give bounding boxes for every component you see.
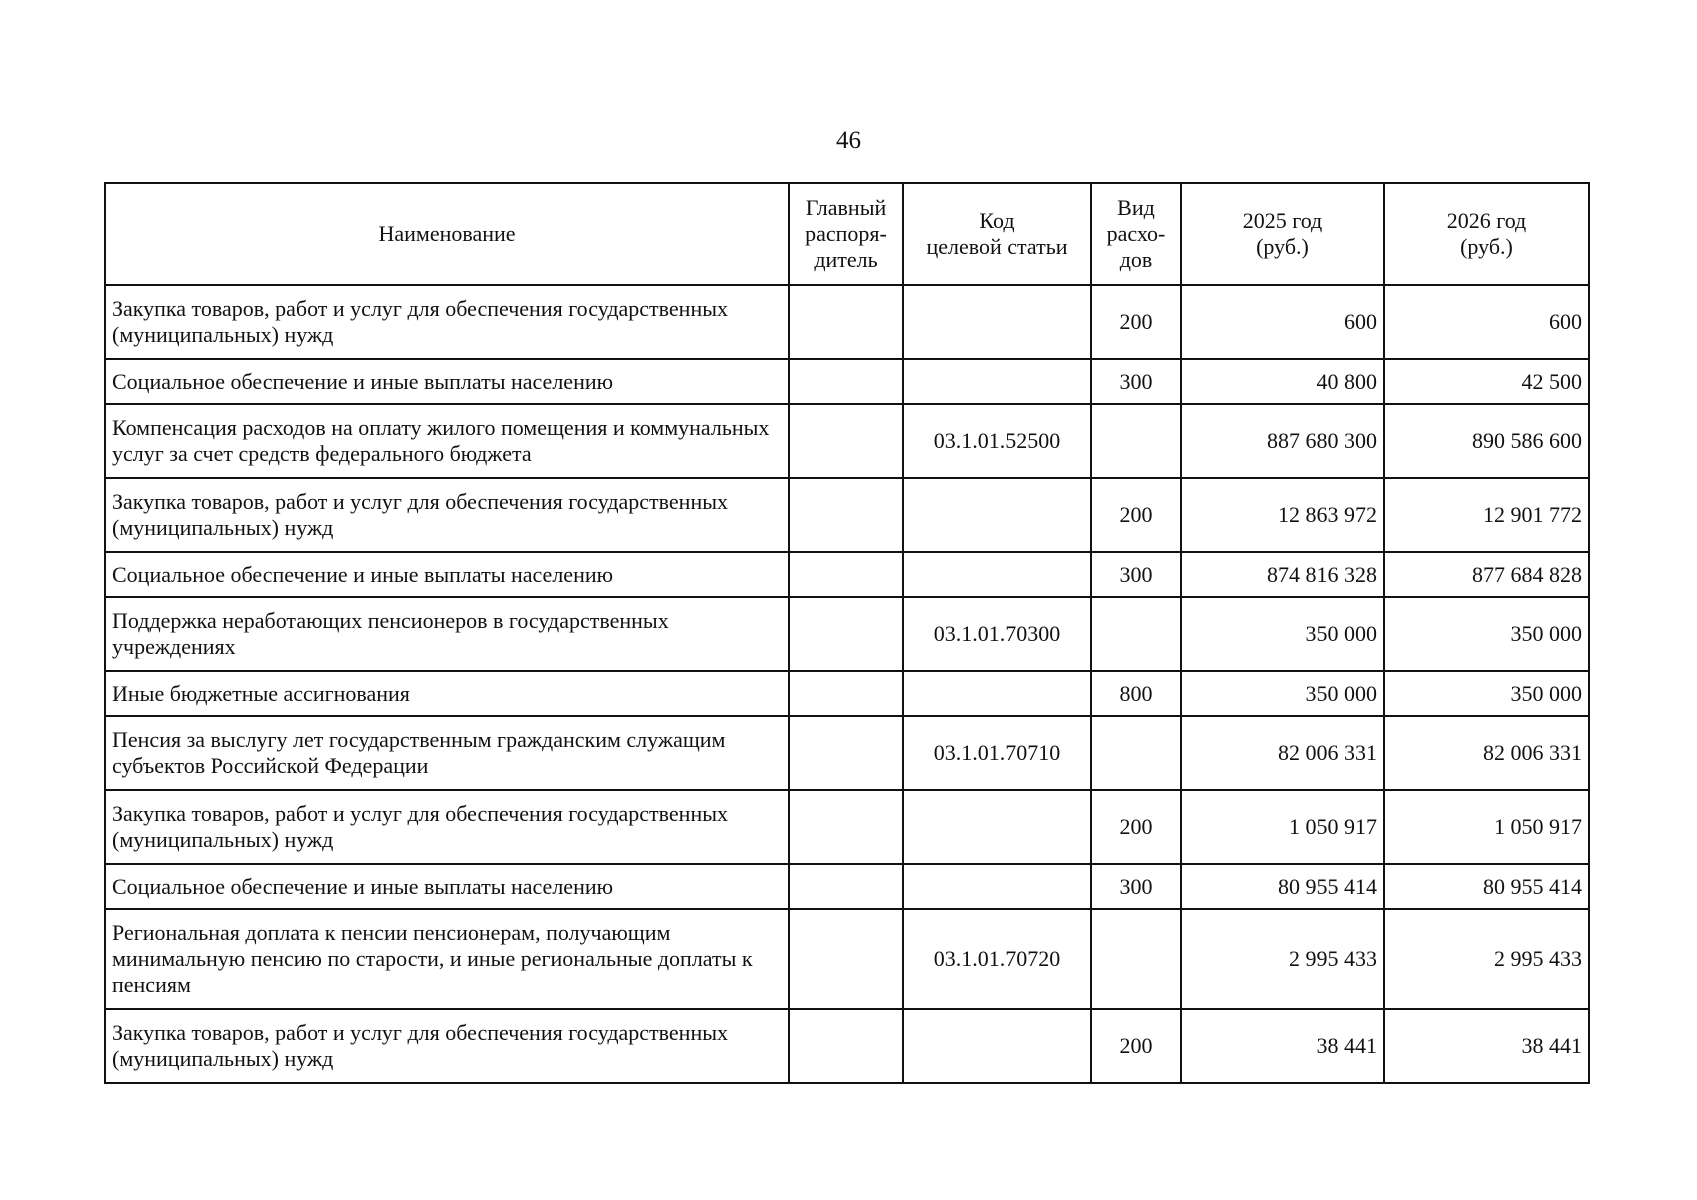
cell-gr (789, 597, 903, 671)
cell-name: Социальное обеспечение и иные выплаты населению (105, 552, 789, 597)
table-row (105, 552, 1589, 597)
cell-gr (789, 359, 903, 404)
header-gr (789, 183, 903, 285)
cell-name: Пенсия за выслугу лет государственным гражданским служащим субъектов Российской Федерации (105, 716, 789, 790)
cell-code (903, 552, 1091, 597)
cell-gr (789, 1009, 903, 1083)
cell-2025: 38 441 (1181, 1009, 1384, 1083)
cell-2025: 887 680 300 (1181, 404, 1384, 478)
cell-2026: 350 000 (1384, 597, 1589, 671)
cell-vid (1091, 716, 1181, 790)
cell-2026: 38 441 (1384, 1009, 1589, 1083)
header-code-line: Код (979, 208, 1015, 233)
cell-name: Иные бюджетные ассигнования (105, 671, 789, 716)
cell-2025: 1 050 917 (1181, 790, 1384, 864)
header-code (903, 183, 1091, 285)
cell-name: Компенсация расходов на оплату жилого помещения и коммунальных услуг за счет средств федерального бюджета (105, 404, 789, 478)
table-body (105, 285, 1589, 1083)
table-row (105, 716, 1589, 790)
cell-gr (789, 478, 903, 552)
cell-vid (1091, 597, 1181, 671)
cell-code (903, 1009, 1091, 1083)
cell-vid (1091, 404, 1181, 478)
cell-code: 03.1.01.70710 (903, 716, 1091, 790)
header-2026-line: (руб.) (1460, 234, 1513, 259)
cell-name: Закупка товаров, работ и услуг для обеспечения государственных (муниципальных) нужд (105, 285, 789, 359)
cell-code (903, 864, 1091, 909)
cell-2026: 12 901 772 (1384, 478, 1589, 552)
table-row (105, 597, 1589, 671)
table-header (105, 183, 1589, 285)
cell-2025: 350 000 (1181, 597, 1384, 671)
table-row (105, 404, 1589, 478)
cell-code (903, 671, 1091, 716)
header-gr-line: дитель (814, 247, 878, 272)
cell-2026: 350 000 (1384, 671, 1589, 716)
header-2026 (1384, 183, 1589, 285)
cell-gr (789, 285, 903, 359)
table-row (105, 909, 1589, 1009)
table-row (105, 1009, 1589, 1083)
cell-2026: 890 586 600 (1384, 404, 1589, 478)
header-2025-line: 2025 год (1242, 208, 1323, 233)
cell-2025: 82 006 331 (1181, 716, 1384, 790)
cell-2026: 877 684 828 (1384, 552, 1589, 597)
cell-code: 03.1.01.52500 (903, 404, 1091, 478)
header-gr-line: распоря- (805, 221, 887, 246)
header-gr-line: Главный (805, 195, 887, 220)
cell-gr (789, 909, 903, 1009)
cell-vid: 300 (1091, 552, 1181, 597)
cell-gr (789, 864, 903, 909)
table-row (105, 478, 1589, 552)
table-row (105, 285, 1589, 359)
budget-table (104, 182, 1590, 1084)
cell-2026: 42 500 (1384, 359, 1589, 404)
page-number: 46 (836, 127, 861, 154)
cell-2025: 874 816 328 (1181, 552, 1384, 597)
header-vid-line: Вид (1117, 195, 1155, 220)
cell-gr (789, 716, 903, 790)
cell-vid: 200 (1091, 1009, 1181, 1083)
cell-vid: 200 (1091, 790, 1181, 864)
cell-2025: 40 800 (1181, 359, 1384, 404)
table-row (105, 790, 1589, 864)
cell-name: Социальное обеспечение и иные выплаты населению (105, 359, 789, 404)
cell-gr (789, 404, 903, 478)
header-row (105, 183, 1589, 285)
cell-2026: 600 (1384, 285, 1589, 359)
cell-gr (789, 671, 903, 716)
cell-name: Поддержка неработающих пенсионеров в государственных учреждениях (105, 597, 789, 671)
cell-vid: 200 (1091, 285, 1181, 359)
cell-2026: 2 995 433 (1384, 909, 1589, 1009)
cell-vid (1091, 909, 1181, 1009)
cell-2025: 80 955 414 (1181, 864, 1384, 909)
cell-code (903, 359, 1091, 404)
header-vid (1091, 183, 1181, 285)
header-vid-line: расхо- (1106, 221, 1166, 246)
cell-name: Социальное обеспечение и иные выплаты населению (105, 864, 789, 909)
table-row (105, 359, 1589, 404)
header-2026-line: 2026 год (1446, 208, 1527, 233)
cell-2026: 1 050 917 (1384, 790, 1589, 864)
cell-name: Закупка товаров, работ и услуг для обеспечения государственных (муниципальных) нужд (105, 1009, 789, 1083)
cell-vid: 300 (1091, 864, 1181, 909)
cell-2025: 600 (1181, 285, 1384, 359)
cell-code: 03.1.01.70720 (903, 909, 1091, 1009)
cell-name: Закупка товаров, работ и услуг для обеспечения государственных (муниципальных) нужд (105, 478, 789, 552)
header-code-line: целевой статьи (926, 234, 1068, 259)
header-name: Наименование (105, 183, 789, 285)
cell-gr (789, 552, 903, 597)
cell-2025: 2 995 433 (1181, 909, 1384, 1009)
cell-vid: 200 (1091, 478, 1181, 552)
cell-2025: 350 000 (1181, 671, 1384, 716)
cell-vid: 800 (1091, 671, 1181, 716)
cell-name: Закупка товаров, работ и услуг для обеспечения государственных (муниципальных) нужд (105, 790, 789, 864)
cell-gr (789, 790, 903, 864)
header-2025 (1181, 183, 1384, 285)
cell-2026: 82 006 331 (1384, 716, 1589, 790)
cell-name: Региональная доплата к пенсии пенсионерам, получающим минимальную пенсию по старости, и иные региональные доплаты к пенсиям (105, 909, 789, 1009)
cell-2025: 12 863 972 (1181, 478, 1384, 552)
cell-2026: 80 955 414 (1384, 864, 1589, 909)
cell-code: 03.1.01.70300 (903, 597, 1091, 671)
cell-code (903, 285, 1091, 359)
header-vid-line: дов (1119, 247, 1153, 272)
table-row (105, 864, 1589, 909)
header-2025-line: (руб.) (1256, 234, 1309, 259)
cell-code (903, 790, 1091, 864)
cell-vid: 300 (1091, 359, 1181, 404)
table-row (105, 671, 1589, 716)
cell-code (903, 478, 1091, 552)
